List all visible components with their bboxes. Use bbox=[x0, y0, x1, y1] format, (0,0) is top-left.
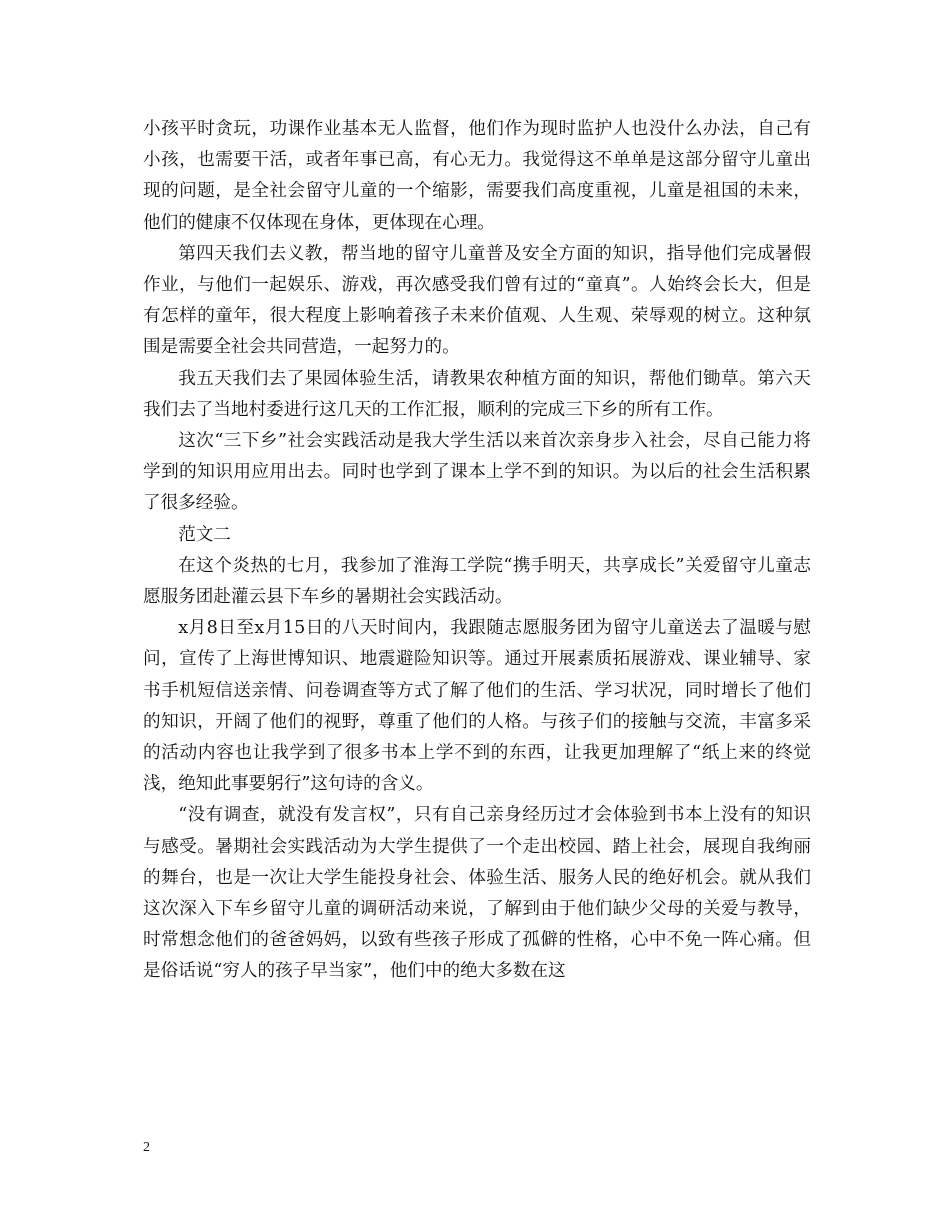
section-heading: 范文二 bbox=[178, 524, 231, 545]
paragraph: 第四天我们去义教，帮当地的留守儿童普及安全方面的知识，指导他们完成暑假作业，与他们一起娱乐、游戏，再次感受我们曾有过的“童真”。人始终会长大，但是有怎样的童年，很大程度上影响着孩子未来价值观、人生观、荣辱观的树立。这种氛围是需要全社会共同营造，一起努力的。 bbox=[143, 243, 811, 358]
paragraph: 我五天我们去了果园体验生活，请教果农种植方面的知识，帮他们锄草。第六天我们去了当地村委进行这几天的工作汇报，顺利的完成三下乡的所有工作。 bbox=[143, 368, 811, 420]
paragraph: 在这个炎热的七月，我参加了淮海工学院“携手明天，共享成长”关爱留守儿童志愿服务团赴灌云县下车乡的暑期社会实践活动。 bbox=[143, 555, 811, 608]
paragraph: 这次“三下乡”社会实践活动是我大学生活以来首次亲身步入社会，尽自己能力将学到的知识用应用出去。同时也学到了课本上学不到的知识。为以后的社会生活积累了很多经验。 bbox=[143, 431, 811, 514]
paragraph: “没有调查，就没有发言权”，只有自己亲身经历过才会体验到书本上没有的知识与感受。暑期社会实践活动为大学生提供了一个走出校园、踏上社会，展现自我绚丽的舞台，也是一次让大学生能投身社会、体验生活、服务人民的绝好机会。就从我们这次深入下车乡留守儿童的调研活动来说，了解到由于他们缺少父母的关爱与教导，时常想念他们的爸爸妈妈，以致有些孩子形成了孤僻的性格，心中不免一阵心痛。但是俗话说“穷人的孩子早当家”，他们中的绝大多数在这 bbox=[143, 805, 811, 982]
page-number: 2 bbox=[143, 1140, 150, 1155]
body-text bbox=[143, 114, 811, 988]
paragraph: x月8日至x月15日的八天时间内，我跟随志愿服务团为留守儿童送去了温暖与慰问，宣传了上海世博知识、地震避险知识等。通过开展素质拓展游戏、课业辅导、家书手机短信送亲情、问卷调查等方式了解了他们的生活、学习状况，同时增长了他们的知识，开阔了他们的视野，尊重了他们的人格。与孩子们的接触与交流，丰富多采的活动内容也让我学到了很多书本上学不到的东西，让我更加理解了“纸上来的终觉浅，绝知此事要躬行”这句诗的含义。 bbox=[143, 618, 811, 795]
paragraph-continuation: 小孩平时贪玩，功课作业基本无人监督，他们作为现时监护人也没什么办法，自己有小孩，也需要干活，或者年事已高，有心无力。我觉得这不单单是这部分留守儿童出现的问题，是全社会留守儿童的一个缩影，需要我们高度重视，儿童是祖国的未来，他们的健康不仅体现在身体，更体现在心理。 bbox=[143, 119, 811, 233]
